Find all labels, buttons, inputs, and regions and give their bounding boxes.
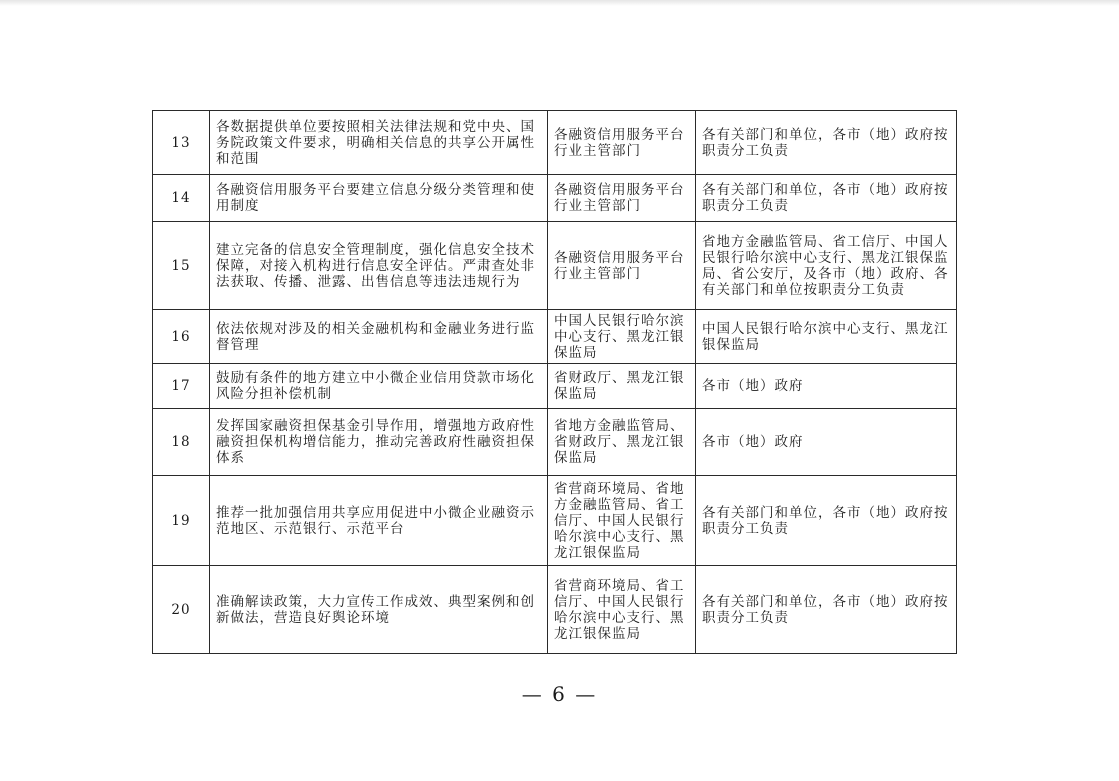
task-table bbox=[152, 110, 957, 654]
table-row bbox=[153, 175, 957, 222]
row-number: 18 bbox=[153, 409, 210, 476]
task-cell: 鼓励有条件的地方建立中小微企业信用贷款市场化风险分担补偿机制 bbox=[210, 364, 548, 409]
lead-unit-cell: 省财政厅、黑龙江银保监局 bbox=[548, 364, 696, 409]
table-row bbox=[153, 409, 957, 476]
responsible-unit-cell: 各有关部门和单位，各市（地）政府按职责分工负责 bbox=[696, 111, 957, 175]
lead-unit-cell: 各融资信用服务平台行业主管部门 bbox=[548, 111, 696, 175]
lead-unit-cell: 省地方金融监管局、省财政厅、黑龙江银保监局 bbox=[548, 409, 696, 476]
table-row bbox=[153, 364, 957, 409]
task-cell: 准确解读政策，大力宣传工作成效、典型案例和创新做法，营造良好舆论环境 bbox=[210, 566, 548, 654]
task-cell: 推荐一批加强信用共享应用促进中小微企业融资示范地区、示范银行、示范平台 bbox=[210, 476, 548, 566]
lead-unit-cell: 各融资信用服务平台行业主管部门 bbox=[548, 222, 696, 310]
responsible-unit-cell: 各有关部门和单位，各市（地）政府按职责分工负责 bbox=[696, 175, 957, 222]
table-row bbox=[153, 566, 957, 654]
responsible-unit-cell: 省地方金融监管局、省工信厅、中国人民银行哈尔滨中心支行、黑龙江银保监局、省公安厅，及各市（地）政府、各有关部门和单位按职责分工负责 bbox=[696, 222, 957, 310]
page-number: — 6 — bbox=[521, 682, 598, 706]
lead-unit-cell: 各融资信用服务平台行业主管部门 bbox=[548, 175, 696, 222]
task-cell: 发挥国家融资担保基金引导作用，增强地方政府性融资担保机构增信能力，推动完善政府性融资担保体系 bbox=[210, 409, 548, 476]
responsible-unit-cell: 各市（地）政府 bbox=[696, 364, 957, 409]
scan-edge bbox=[0, 0, 1119, 6]
task-cell: 依法依规对涉及的相关金融机构和金融业务进行监督管理 bbox=[210, 310, 548, 364]
row-number: 13 bbox=[153, 111, 210, 175]
row-number: 16 bbox=[153, 310, 210, 364]
lead-unit-cell: 省营商环境局、省工信厅、中国人民银行哈尔滨中心支行、黑龙江银保监局 bbox=[548, 566, 696, 654]
responsible-unit-cell: 各有关部门和单位，各市（地）政府按职责分工负责 bbox=[696, 476, 957, 566]
task-cell: 建立完备的信息安全管理制度，强化信息安全技术保障，对接入机构进行信息安全评估。严肃查处非法获取、传播、泄露、出售信息等违法违规行为 bbox=[210, 222, 548, 310]
task-cell: 各融资信用服务平台要建立信息分级分类管理和使用制度 bbox=[210, 175, 548, 222]
row-number: 20 bbox=[153, 566, 210, 654]
responsible-unit-cell: 各市（地）政府 bbox=[696, 409, 957, 476]
row-number: 14 bbox=[153, 175, 210, 222]
table-row bbox=[153, 222, 957, 310]
row-number: 15 bbox=[153, 222, 210, 310]
table-row bbox=[153, 476, 957, 566]
lead-unit-cell: 中国人民银行哈尔滨中心支行、黑龙江银保监局 bbox=[548, 310, 696, 364]
responsible-unit-cell: 各有关部门和单位，各市（地）政府按职责分工负责 bbox=[696, 566, 957, 654]
table-row bbox=[153, 310, 957, 364]
responsible-unit-cell: 中国人民银行哈尔滨中心支行、黑龙江银保监局 bbox=[696, 310, 957, 364]
row-number: 19 bbox=[153, 476, 210, 566]
row-number: 17 bbox=[153, 364, 210, 409]
task-cell: 各数据提供单位要按照相关法律法规和党中央、国务院政策文件要求，明确相关信息的共享公开属性和范围 bbox=[210, 111, 548, 175]
table-row bbox=[153, 111, 957, 175]
lead-unit-cell: 省营商环境局、省地方金融监管局、省工信厅、中国人民银行哈尔滨中心支行、黑龙江银保监局 bbox=[548, 476, 696, 566]
